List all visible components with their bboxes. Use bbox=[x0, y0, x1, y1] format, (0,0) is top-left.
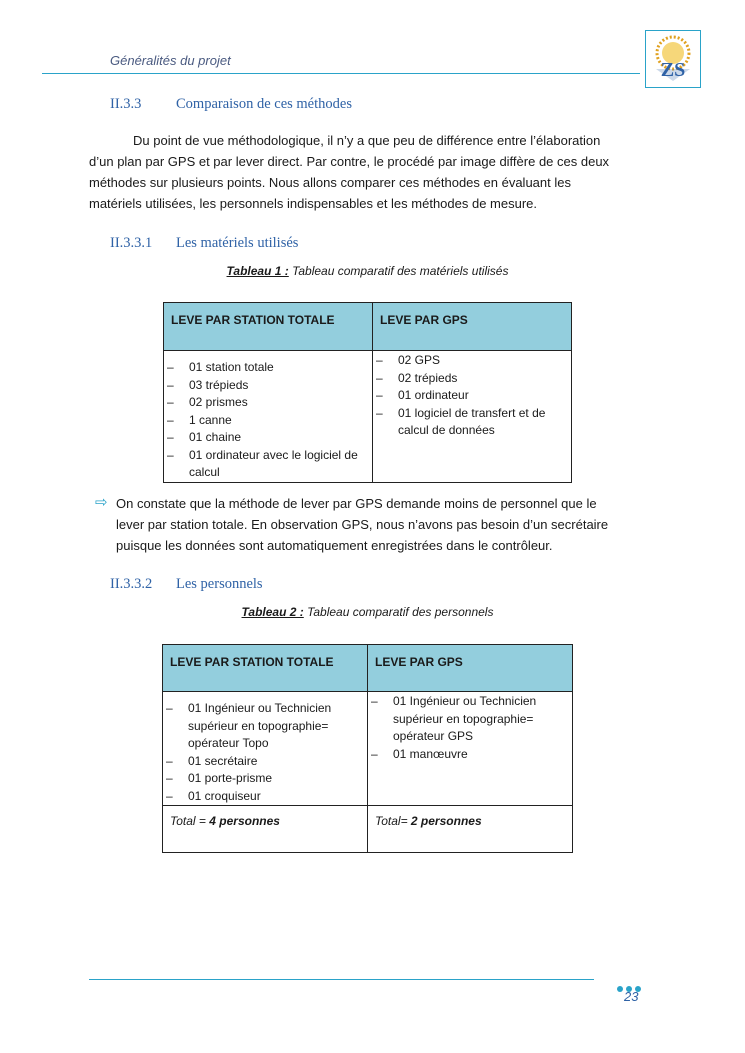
total-value: 4 personnes bbox=[209, 814, 280, 828]
svg-text:ZS: ZS bbox=[660, 59, 686, 81]
list-item: – 01 secrétaire bbox=[163, 753, 367, 771]
table-header-cell bbox=[164, 303, 373, 351]
section-title: Comparaison de ces méthodes bbox=[176, 96, 352, 112]
list-item: – 01 Ingénieur ou Technicien supérieur en topographie= opérateur GPS bbox=[368, 693, 572, 746]
note-line-1: On constate que la méthode de lever par GPS demande moins de personnel que le bbox=[116, 496, 597, 511]
caption-label: Tableau 1 : bbox=[226, 264, 289, 278]
list-item: – 01 manœuvre bbox=[368, 746, 572, 764]
section-number: II.3.3 bbox=[110, 96, 142, 112]
table-cell bbox=[163, 692, 368, 806]
intro-line-2: d’un plan par GPS et par lever direct. Par contre, le procédé par image diffère de ces deux bbox=[89, 154, 610, 169]
table-cell bbox=[368, 692, 573, 806]
logo-emblem-icon bbox=[646, 31, 700, 87]
table-header-cell bbox=[373, 303, 572, 351]
list-item: – 02 trépieds bbox=[373, 370, 571, 388]
table-1-caption bbox=[160, 264, 575, 278]
col-header-station: LEVE PAR STATION TOTALE bbox=[171, 313, 335, 327]
list-item: – 01 ordinateur bbox=[373, 387, 571, 405]
subsection-number: II.3.3.2 bbox=[110, 576, 153, 592]
station-personnel-list bbox=[163, 692, 367, 805]
list-item: – 01 Ingénieur ou Technicien supérieur en topographie= opérateur Topo bbox=[163, 700, 367, 753]
list-item: – 01 chaine bbox=[164, 429, 372, 447]
footer-rule bbox=[89, 979, 594, 980]
table-header-cell bbox=[163, 645, 368, 692]
table-2-caption bbox=[160, 605, 575, 619]
table-materiels bbox=[163, 302, 572, 483]
list-item: – 01 station totale bbox=[164, 359, 372, 377]
subsection-title: Les matériels utilisés bbox=[176, 235, 299, 251]
list-item: – 01 croquiseur bbox=[163, 788, 367, 806]
subsection-number: II.3.3.1 bbox=[110, 235, 153, 251]
section-heading bbox=[110, 96, 352, 113]
list-item: – 03 trépieds bbox=[164, 377, 372, 395]
total-value: 2 personnes bbox=[410, 814, 482, 828]
table-cell bbox=[164, 351, 373, 483]
subsection-title: Les personnels bbox=[176, 576, 263, 592]
list-item: – 02 GPS bbox=[373, 352, 571, 370]
list-item: – 01 porte-prisme bbox=[163, 770, 367, 788]
table-header-cell bbox=[368, 645, 573, 692]
total-cell-gps bbox=[368, 806, 573, 853]
caption-text: Tableau comparatif des matériels utilisés bbox=[288, 264, 509, 278]
page-number: 23 bbox=[624, 989, 639, 1004]
conclusion-note bbox=[95, 493, 645, 556]
station-materials-list bbox=[164, 351, 372, 482]
header-rule bbox=[42, 73, 640, 74]
total-cell-station bbox=[163, 806, 368, 853]
list-item: – 01 ordinateur avec le logiciel de calcul bbox=[164, 447, 372, 482]
col-header-station: LEVE PAR STATION TOTALE bbox=[170, 655, 334, 669]
arrow-right-icon: ⇨ bbox=[95, 494, 108, 511]
table-personnels bbox=[162, 644, 573, 853]
intro-line-1: Du point de vue méthodologique, il n’y a que peu de différence entre l’élaboration bbox=[133, 133, 601, 148]
list-item: – 1 canne bbox=[164, 412, 372, 430]
list-item: – 02 prismes bbox=[164, 394, 372, 412]
col-header-gps: LEVE PAR GPS bbox=[375, 655, 463, 669]
note-line-3: puisque les données sont automatiquement enregistrées dans le contrôleur. bbox=[116, 538, 553, 553]
col-header-gps: LEVE PAR GPS bbox=[380, 313, 468, 327]
intro-paragraph bbox=[89, 130, 645, 214]
subsection-heading-materiels bbox=[110, 235, 298, 252]
intro-line-4: matériels utilisées, les personnels indispensables et les méthodes de mesure. bbox=[89, 196, 538, 211]
total-label: Total= bbox=[375, 814, 411, 828]
list-item: – 01 logiciel de transfert et de calcul de données bbox=[373, 405, 571, 440]
caption-label: Tableau 2 : bbox=[241, 605, 304, 619]
total-label: Total = bbox=[170, 814, 210, 828]
institution-logo bbox=[645, 30, 701, 88]
footer-dots-icon bbox=[617, 979, 647, 987]
intro-line-3: méthodes sur plusieurs points. Nous allons comparer ces méthodes en évaluant les bbox=[89, 175, 571, 190]
running-header-title: Généralités du projet bbox=[110, 53, 231, 68]
caption-text: Tableau comparatif des personnels bbox=[303, 605, 494, 619]
subsection-heading-personnels bbox=[110, 576, 263, 593]
table-cell bbox=[373, 351, 572, 483]
note-line-2: lever par station totale. En observation GPS, nous n’avons pas besoin d’un secrétaire bbox=[116, 517, 609, 532]
gps-materials-list bbox=[373, 351, 571, 440]
gps-personnel-list bbox=[368, 692, 572, 763]
